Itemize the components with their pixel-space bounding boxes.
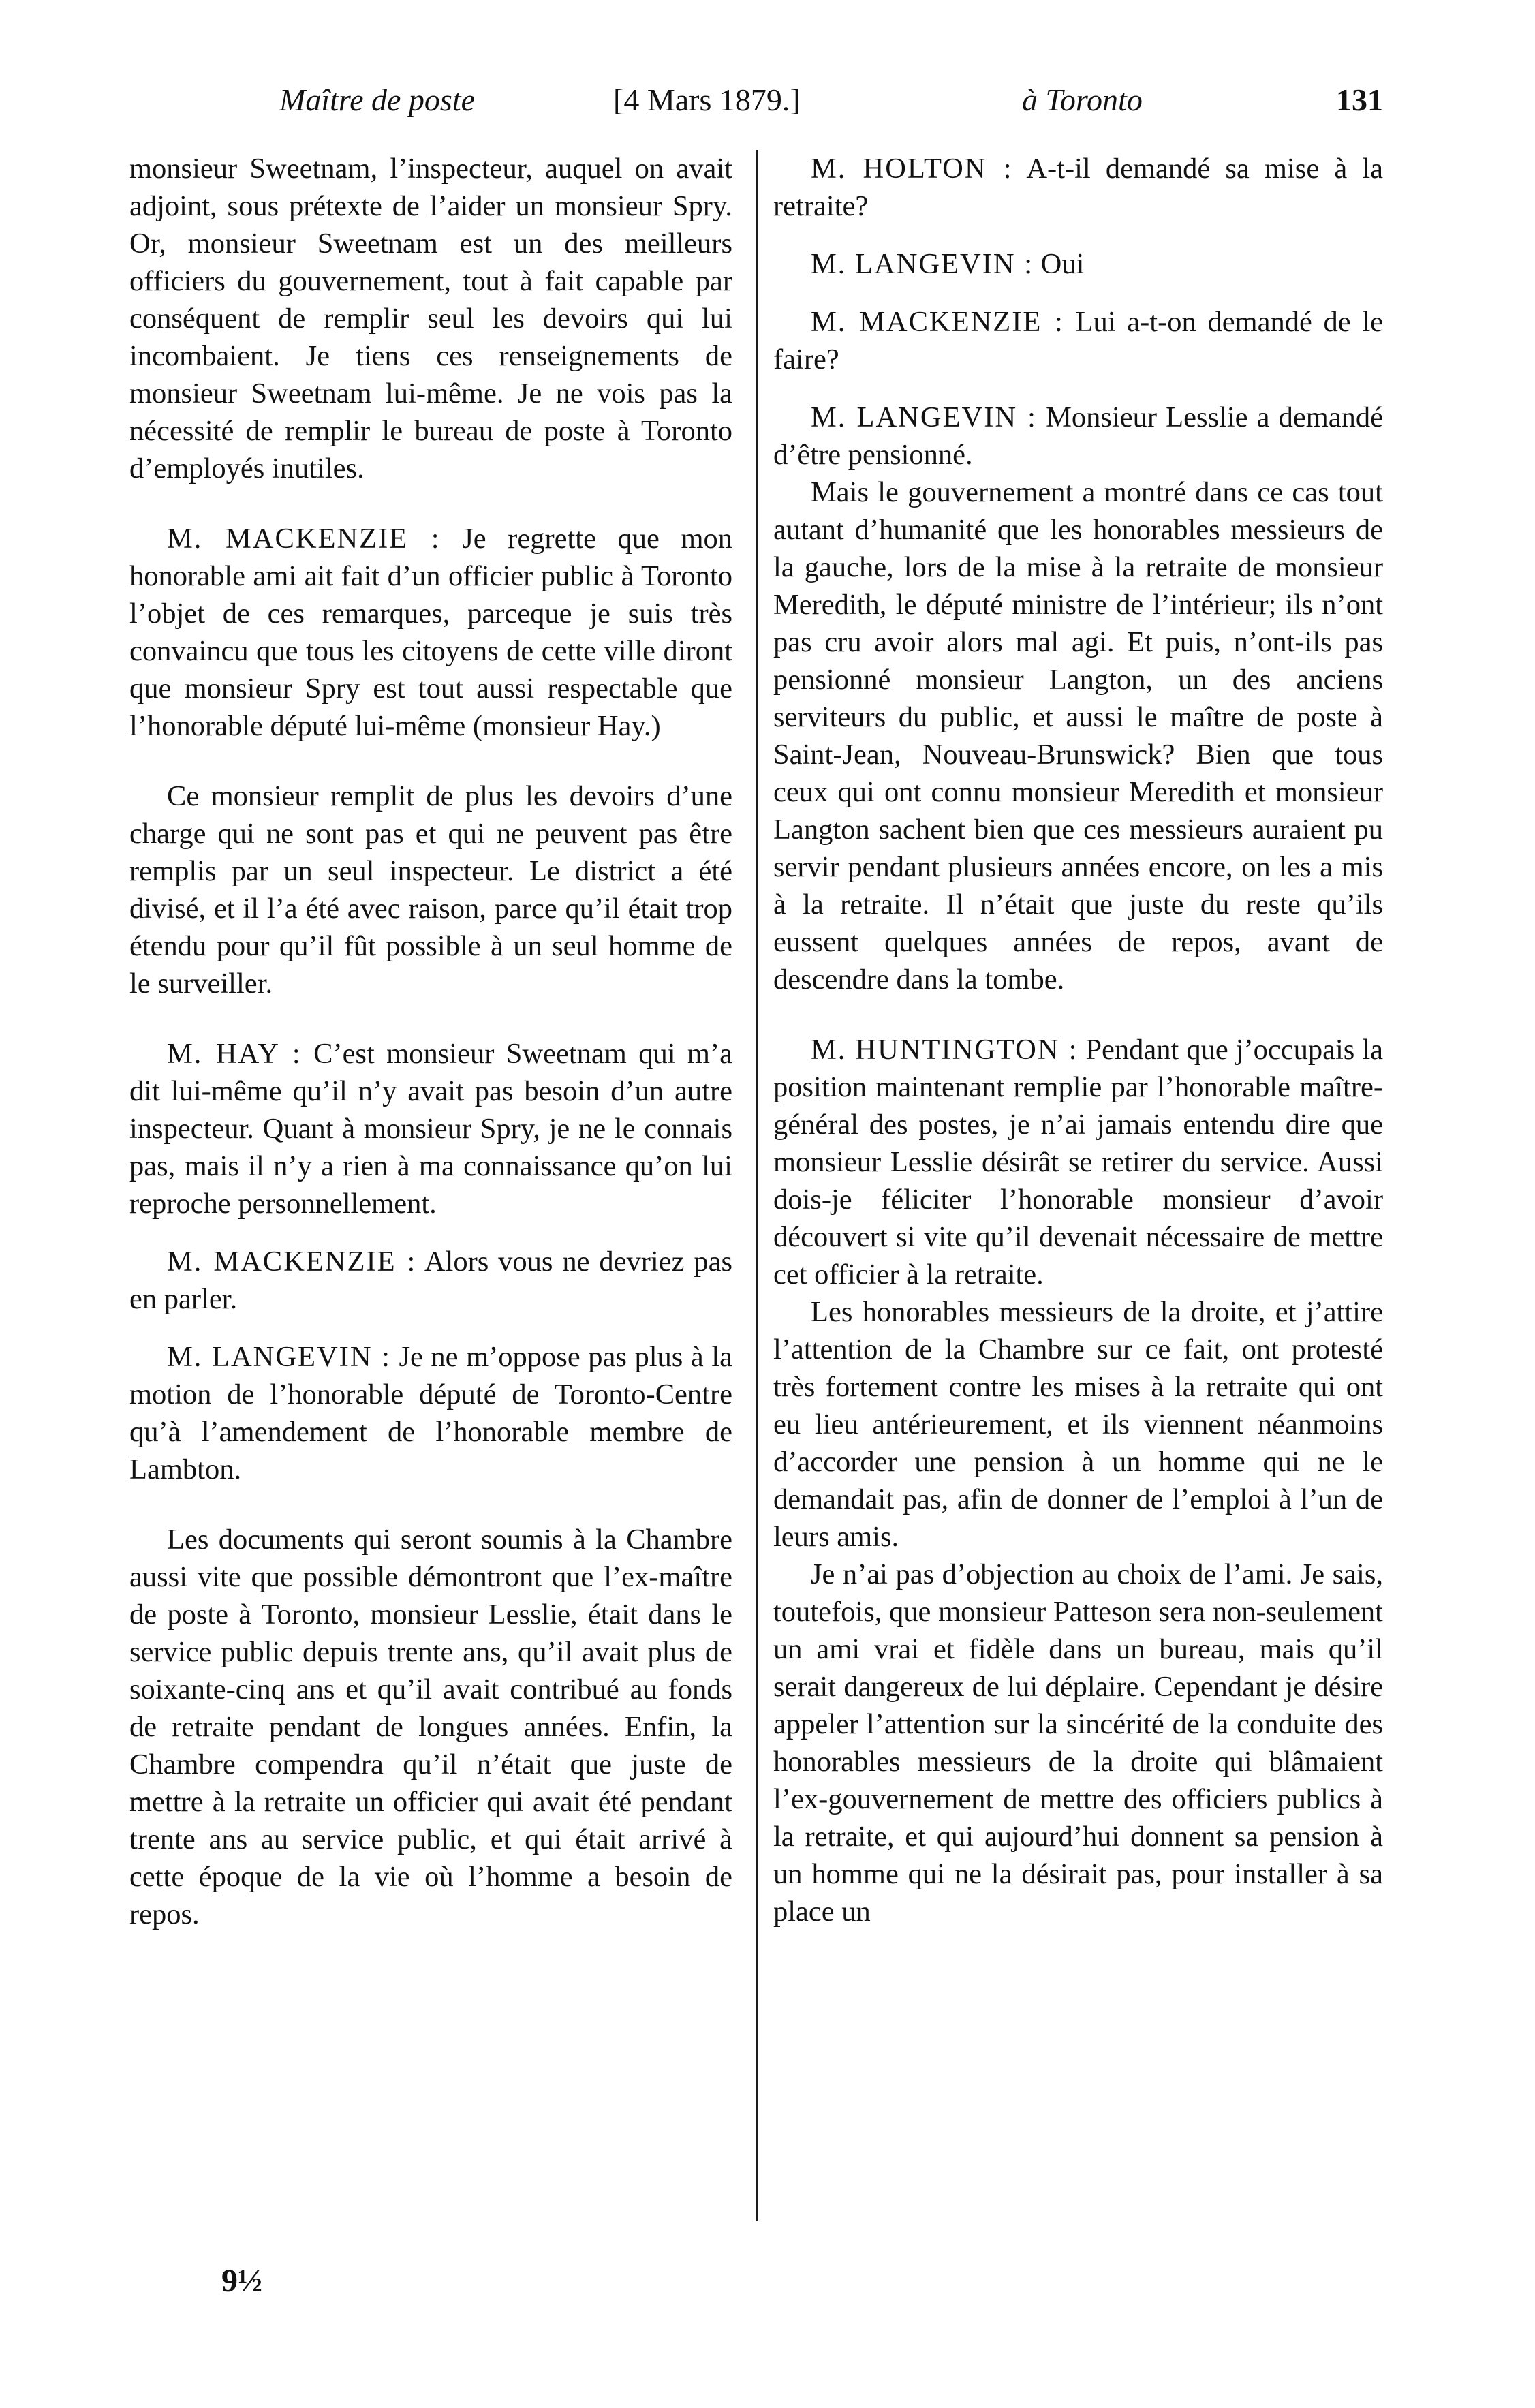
speech-paragraph (773, 399, 1383, 474)
speaker-name: M. LANGEVIN : (811, 401, 1037, 433)
speech-paragraph (773, 150, 1383, 225)
paragraph (773, 1293, 1383, 1556)
speaker-name: M. HUNTINGTON : (811, 1034, 1079, 1066)
paragraph-text: Les documents qui seront soumis à la Chambre aussi vite que possible démontront que l’ex-maître de poste à Toronto, monsieur Lesslie, était dans le service public depuis trente ans, qu’il avait plus de soixante-cinq ans et qu’il avait contribué au fonds de retraite pendant de longues années. Enfin, la Chambre compendra qu’il n’était que juste de mettre à la retraite un officier qui avait été pendant trente ans au service public, et qui était arrivé à cette époque de la vie où l’homme a besoin de repos. (129, 1524, 732, 1930)
speech-paragraph (129, 520, 732, 745)
paragraph (129, 150, 732, 487)
paragraph-text: A-t-il demandé sa mise à la retraite? (773, 153, 1383, 222)
header-location: à Toronto (1022, 82, 1143, 117)
paragraph (773, 474, 1383, 998)
header-date: [4 Mars 1879.] (613, 82, 801, 117)
left-column (129, 150, 732, 2310)
speech-paragraph (129, 1338, 732, 1488)
speech-paragraph (773, 245, 1383, 283)
paragraph-text: Je regrette que mon honorable ami ait fait d’un officier public à Toronto l’objet de ces remarques, parceque je suis très convaincu que tous les citoyens de cette ville diront que monsieur Spry est tout aussi respectable que l’honorable député lui-même (monsieur Hay.) (129, 523, 732, 742)
paragraph-text: Oui (1040, 248, 1085, 280)
paragraph (129, 1521, 732, 1933)
speech-paragraph (129, 1035, 732, 1222)
paragraph-text: Les honorables messieurs de la droite, et j’attire l’attention de la Chambre sur ce fait, ont protesté très fortement contre les mises à la retraite qui ont eu lieu antérieurement, et ils viennent néanmoins d’accorder une pension à un homme qui ne le demandait pas, afin de donner de l’emploi à l’un de leurs amis. (773, 1296, 1383, 1553)
speaker-name: M. HOLTON : (811, 153, 1013, 185)
paragraph-text: Alors vous ne devriez pas en parler. (129, 1246, 732, 1315)
speech-paragraph (773, 1031, 1383, 1293)
speaker-name: M. MACKENZIE : (811, 306, 1064, 338)
signature-mark: 9½ (221, 2263, 262, 2299)
paragraph (773, 1556, 1383, 1930)
right-column (773, 150, 1383, 2310)
speech-paragraph (129, 1243, 732, 1318)
speaker-name: M. MACKENZIE : (167, 1246, 417, 1278)
paragraph-text: monsieur Sweetnam, l’inspecteur, auquel on avait adjoint, sous prétexte de l’aider un monsieur Spry. Or, monsieur Sweetnam est un des meilleurs officiers du gouvernement, tout à fait capable par conséquent de remplir seul les devoirs qui lui incombaient. Je tiens ces renseignements de monsieur Sweetnam lui-même. Je ne vois pas la nécessité de remplir le bureau de poste à Toronto d’employés inutiles. (129, 153, 732, 484)
paragraph-text: Je ne m’oppose pas plus à la motion de l’honorable député de Toronto-Centre qu’à l’amendement de l’honorable membre de Lambton. (129, 1341, 732, 1485)
paragraph-text: C’est monsieur Sweetnam qui m’a dit lui-même qu’il n’y avait pas besoin d’un autre inspecteur. Quant à monsieur Spry, je ne le connais pas, mais il n’y a rien à ma connaissance qu’on lui reproche personnellement. (129, 1038, 732, 1220)
speaker-name: M. HAY : (167, 1038, 302, 1070)
paragraph-text: Lui a-t-on demandé de le faire? (773, 306, 1383, 375)
header-section-title: Maître de poste (279, 82, 476, 117)
running-header (143, 82, 1383, 136)
paragraph-text: Pendant que j’occupais la position maintenant remplie par l’honorable maître-général des postes, je n’ai jamais entendu dire que monsieur Lesslie désirât se retirer du service. Aussi dois-je féliciter l’honorable monsieur d’avoir découvert si vite qu’il devenait nécessaire de mettre cet officier à la retraite. (773, 1034, 1383, 1291)
column-divider (756, 150, 758, 2221)
paragraph-text: Ce monsieur remplit de plus les devoirs d’une charge qui ne sont pas et qui ne peuvent pas être remplis par un seul inspecteur. Le district a été divisé, et il l’a été avec raison, parce qu’il était trop étendu pour qu’il fût possible à un seul homme de le surveiller. (129, 780, 732, 1000)
paragraph (129, 777, 732, 1002)
page-number: 131 (1336, 82, 1383, 117)
speaker-name: M. LANGEVIN : (167, 1341, 391, 1373)
speaker-name: M. MACKENZIE : (167, 523, 441, 555)
paragraph-text: Monsieur Lesslie a demandé d’être pensionné. (773, 401, 1383, 471)
speaker-name: M. LANGEVIN : (811, 248, 1034, 280)
speech-paragraph (773, 303, 1383, 378)
paragraph-text: Je n’ai pas d’objection au choix de l’ami. Je sais, toutefois, que monsieur Patteson sera non-seulement un ami vrai et fidèle dans un bureau, mais qu’il serait dangereux de lui déplaire. Cependant je désire appeler l’attention sur la sincérité de la conduite des honorables messieurs de la droite qui blâmaient l’ex-gouvernement de mettre des officiers publics à la retraite, et qui aujourd’hui donnent sa pension à un homme qui ne la désirait pas, pour installer à sa place un (773, 1558, 1383, 1928)
paragraph-text: Mais le gouvernement a montré dans ce cas tout autant d’humanité que les honorables messieurs de la gauche, lors de la mise à la retraite de monsieur Meredith, le député ministre de l’intérieur; ils n’ont pas cru avoir alors mal agi. Et puis, n’ont-ils pas pensionné monsieur Langton, un des anciens serviteurs du public, et aussi le maître de poste à Saint-Jean, Nouveau-Brunswick? Bien que tous ceux qui ont connu monsieur Meredith et monsieur Langton sachent bien que ces messieurs auraient pu servir pendant plusieurs années encore, on les a mis à la retraite. Il n’était que juste du reste qu’ils eussent quelques années de repos, avant de descendre dans la tombe. (773, 476, 1383, 995)
